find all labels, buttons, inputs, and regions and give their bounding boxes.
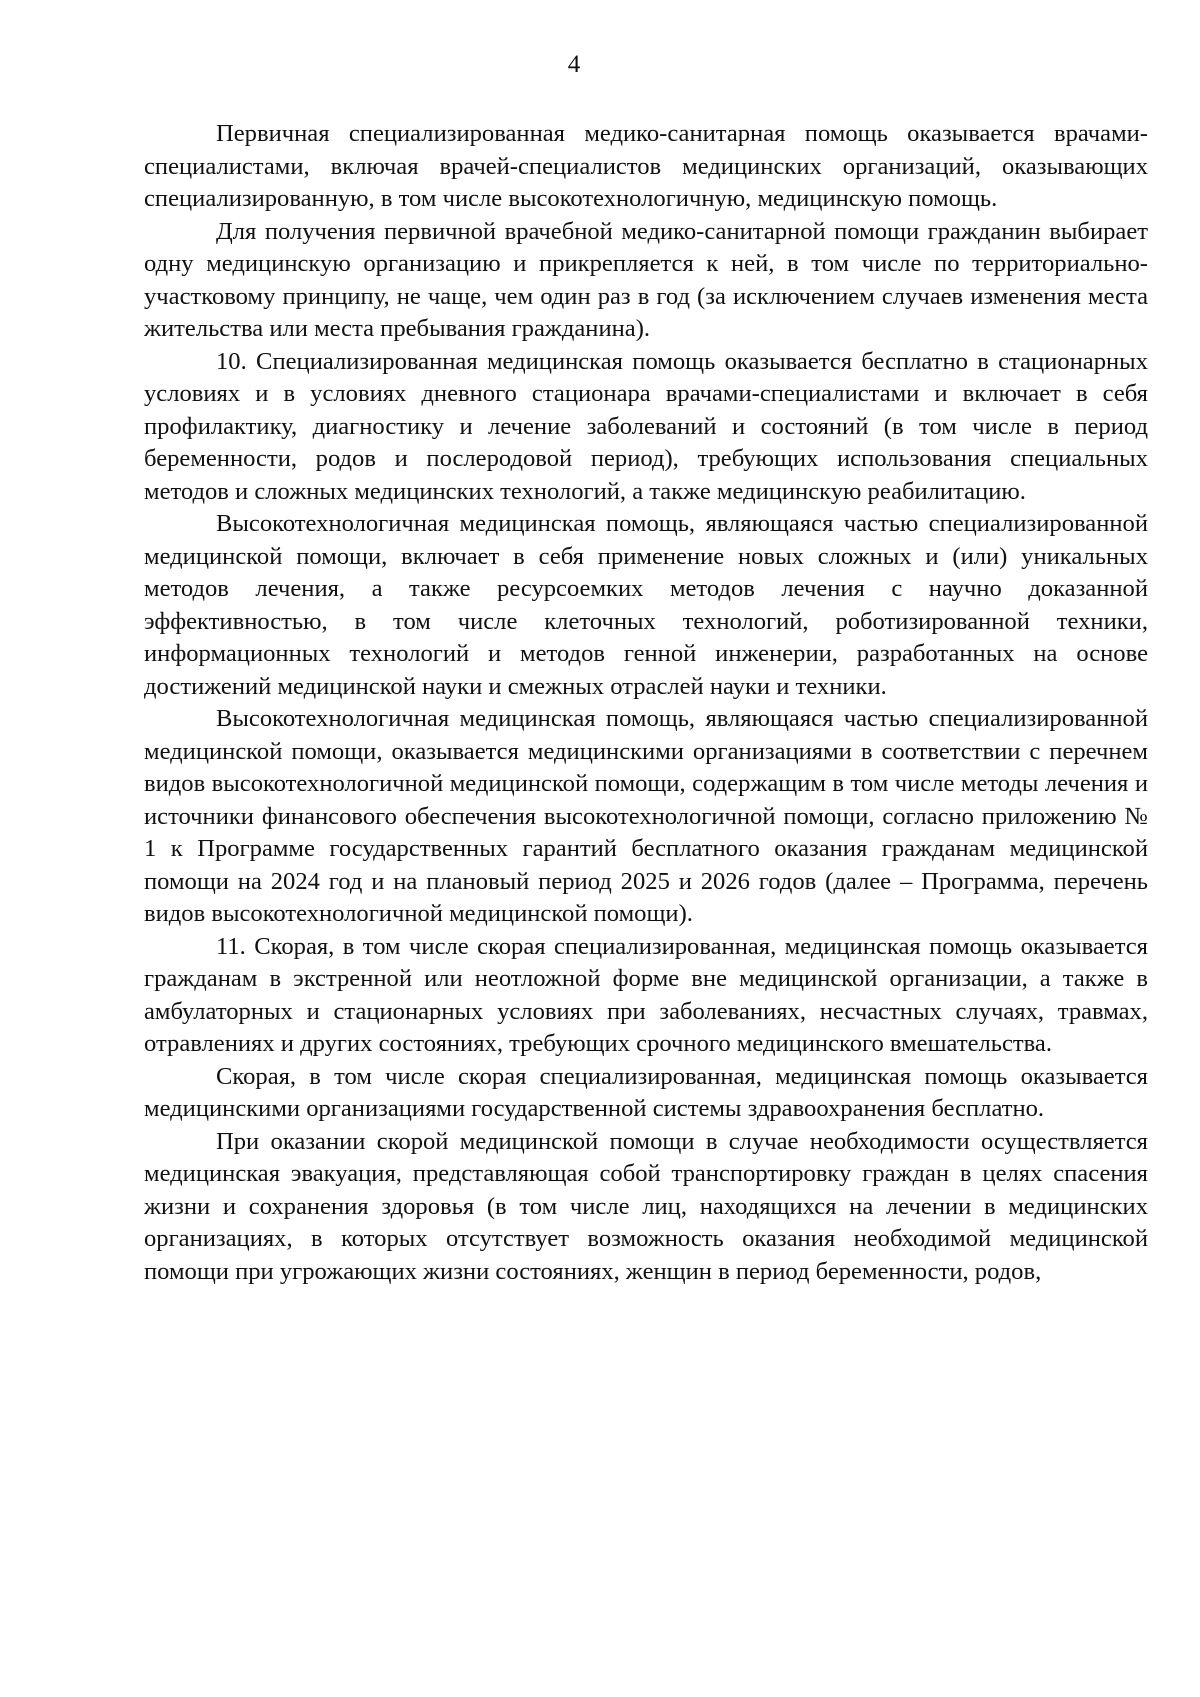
paragraph-primary-specialized-care: Первичная специализированная медико-санитарная помощь оказывается врачами-специалистами, включая врачей-специалистов медицинских организаций, оказывающих специализированную, в том числе высокотехнологичную, медицинскую помощь.: [144, 120, 1148, 212]
paragraph-item-10-specialized-care: 10. Специализированная медицинская помощь оказывается бесплатно в стационарных условиях и в условиях дневного стационара врачами-специалистами и включает в себя профилактику, диагностику и лечение заболеваний и состояний (в том числе в период беременности, родов и послеродовой период), требующих использования специальных методов и сложных медицинских технологий, а также медицинскую реабилитацию.: [144, 347, 1148, 505]
paragraph-item-11-emergency-care: 11. Скорая, в том числе скорая специализированная, медицинская помощь оказывается гражданам в экстренной или неотложной форме вне медицинской организации, а также в амбулаторных и стационарных условиях при заболеваниях, несчастных случаях, травмах, отравлениях и других состояниях, требующих срочного медицинского вмешательства.: [144, 932, 1148, 1057]
page-number: 4: [567, 51, 581, 78]
paragraph-medical-evacuation: При оказании скорой медицинской помощи в случае необходимости осуществляется медицинская эвакуация, представляющая собой транспортировку граждан в целях спасения жизни и сохранения здоровья (в том числе лиц, находящихся на лечении в медицинских организациях, в которых отсутствует возможность оказания необходимой медицинской помощи при угрожающих жизни состояниях, женщин в период беременности, родов,: [144, 1127, 1148, 1285]
paragraph-high-tech-care-definition: Высокотехнологичная медицинская помощь, являющаяся частью специализированной медицинской помощи, включает в себя применение новых сложных и (или) уникальных методов лечения, а также ресурсоемких методов лечения с научно доказанной эффективностью, в том числе клеточных технологий, роботизированной техники, информационных технологий и методов генной инженерии, разработанных на основе достижений медицинской науки и смежных отраслей науки и техники.: [144, 510, 1148, 700]
paragraph-emergency-care-free: Скорая, в том числе скорая специализированная, медицинская помощь оказывается медицинскими организациями государственной системы здравоохранения бесплатно.: [144, 1062, 1148, 1122]
document-body: [144, 118, 1148, 1288]
paragraph-high-tech-care-provision: Высокотехнологичная медицинская помощь, являющаяся частью специализированной медицинской помощи, оказывается медицинскими организациями в соответствии с перечнем видов высокотехнологичной медицинской помощи, содержащим в том числе методы лечения и источники финансового обеспечения высокотехнологичной помощи, согласно приложению № 1 к Программе государственных гарантий бесплатного оказания гражданам медицинской помощи на 2024 год и на плановый период 2025 и 2026 годов (далее – Программа, перечень видов высокотехнологичной медицинской помощи).: [144, 705, 1148, 927]
paragraph-primary-care-attachment: Для получения первичной врачебной медико-санитарной помощи гражданин выбирает одну медицинскую организацию и прикрепляется к ней, в том числе по территориально-участковому принципу, не чаще, чем один раз в год (за исключением случаев изменения места жительства или места пребывания гражданина).: [144, 217, 1148, 342]
